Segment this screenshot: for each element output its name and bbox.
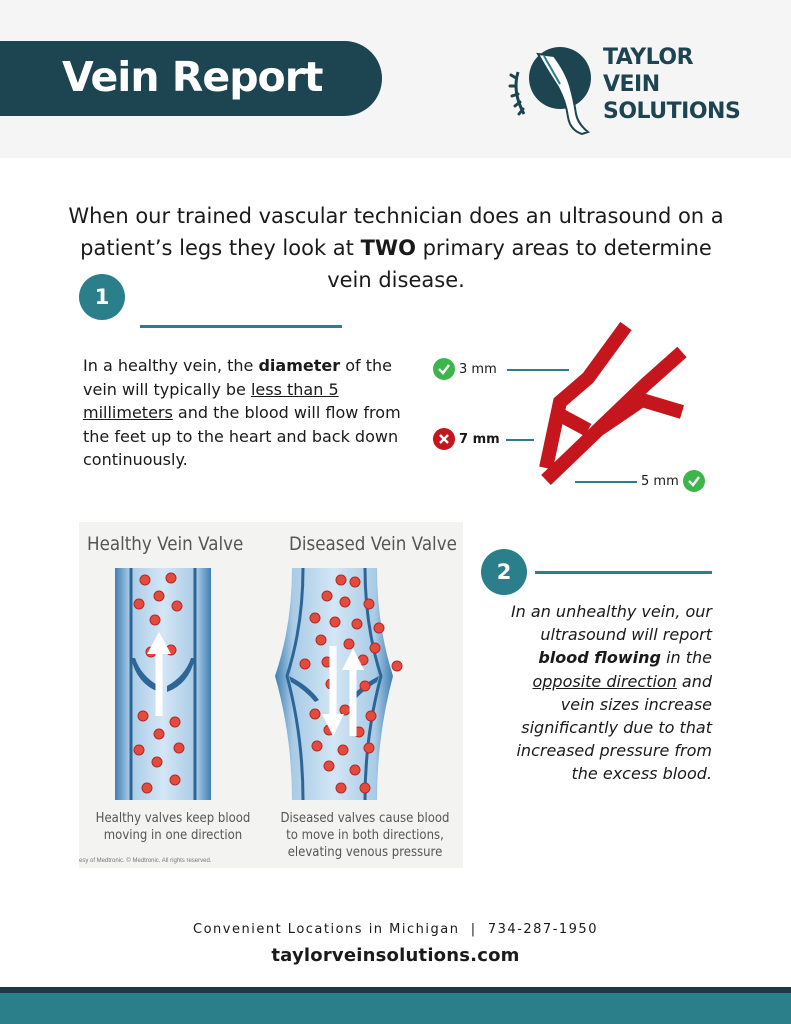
measure-bottom-label: 5 mm <box>641 473 679 489</box>
healthy-caption-line: moving in one direction <box>103 828 243 843</box>
diseased-caption-line: elevating venous pressure <box>287 845 443 860</box>
diseased-valve-caption <box>275 810 455 861</box>
page-title: Vein Report <box>62 53 323 101</box>
image-credit: esy of Medtronic. © Medtronic. All rights reserved. <box>79 858 212 864</box>
measure-bottom <box>641 470 705 492</box>
s2-text-c: and vein sizes increase significantly due to that increased pressure from the excess blood. <box>516 671 712 784</box>
measure-line-mid <box>506 439 534 441</box>
brand-line-3: SOLUTIONS <box>603 99 741 124</box>
s2-text-b: in the <box>660 648 712 668</box>
measure-mid-label: 7 mm <box>459 431 500 447</box>
check-icon <box>433 358 455 380</box>
s2-bold: blood flowing <box>538 648 661 668</box>
x-icon <box>433 428 455 450</box>
footer-band <box>0 993 791 1024</box>
section1-rule <box>140 325 342 328</box>
healthy-caption-line: Healthy valves keep blood <box>95 811 251 826</box>
s1-underline: less than 5 millimeters <box>83 379 339 423</box>
section1-text <box>83 354 403 472</box>
valve-drawing <box>79 566 463 806</box>
brand-line-2: VEIN <box>603 72 660 97</box>
step-number-1: 1 <box>79 274 125 320</box>
measure-line-top <box>507 369 569 371</box>
brand-name <box>603 44 740 125</box>
intro-text <box>60 200 732 296</box>
vein-valve-illustration <box>79 522 463 868</box>
footer-website-link[interactable]: taylorveinsolutions.com <box>271 945 520 966</box>
check-icon <box>683 470 705 492</box>
diseased-caption-line: to move in both directions, <box>286 828 444 843</box>
intro-text-end: primary areas to determine vein disease. <box>327 236 712 292</box>
footer-contact: Convenient Locations in Michigan | 734-287-1950 <box>193 922 598 937</box>
measure-mid <box>433 428 500 450</box>
s1-text-a: In a healthy vein, the <box>83 356 259 375</box>
section2-rule <box>535 571 712 574</box>
s2-text-a: In an unhealthy vein, our ultrasound will report <box>510 602 712 645</box>
measure-line-bottom <box>575 481 637 483</box>
s2-underline: opposite direction <box>532 671 677 691</box>
leg-logo-icon <box>508 42 598 140</box>
measure-top-label: 3 mm <box>459 361 497 377</box>
diseased-valve-title: Diseased Vein Valve <box>289 533 457 555</box>
s1-bold: diameter <box>258 356 341 375</box>
healthy-valve-caption <box>83 810 263 844</box>
section2-text <box>500 600 712 786</box>
healthy-vein <box>115 568 211 800</box>
step-number-2: 2 <box>481 549 527 595</box>
s1-text-b: of the vein will typically be <box>83 356 392 399</box>
intro-text-part: When our trained vascular technician does an ultrasound on a patient’s legs they look at <box>68 204 724 260</box>
brand-line-1: TAYLOR <box>603 45 694 70</box>
diseased-caption-line: Diseased valves cause blood <box>280 811 450 826</box>
healthy-valve-title: Healthy Vein Valve <box>87 533 244 555</box>
intro-bold: TWO <box>360 236 416 260</box>
measure-top <box>433 358 497 380</box>
s1-text-c: and the blood will flow from the feet up to the heart and back down continuously. <box>83 403 401 470</box>
